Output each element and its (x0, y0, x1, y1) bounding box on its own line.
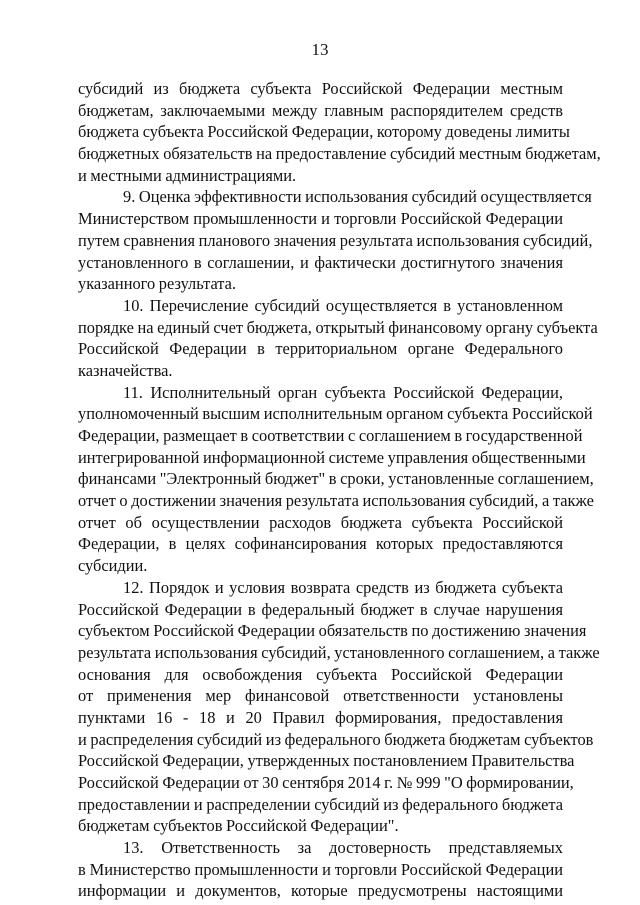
text-line: Российской Федерации в территориальном органе Федерального (78, 339, 563, 359)
text-line: бюджетных обязательств на предоставление субсидий местным бюджетам, (78, 144, 601, 164)
text-line: субсидий из бюджета субъекта Российской Федерации местным (78, 79, 563, 98)
text-line: и распределения субсидий из федерального бюджета бюджетам субъектов (78, 729, 594, 749)
text-line: субъектом Российской Федерации обязательств по достижению значения (78, 621, 587, 641)
text-line: установленного в соглашении, и фактически достигнутого значения (78, 252, 563, 272)
text-line: Российской Федерации, утвержденных постановлением Правительства (78, 751, 575, 771)
text-line: информации и документов, которые предусмотрены настоящими (78, 881, 563, 901)
text-line: бюджетам субъектов Российской Федерации". (78, 816, 399, 836)
text-line: 10. Перечисление субсидий осуществляется в установленном (123, 295, 563, 315)
text-line: 11. Исполнительный орган субъекта Российской Федерации, (123, 382, 563, 402)
text-line: в Министерство промышленности и торговли Российской Федерации (78, 859, 563, 879)
text-line: 13. Ответственность за достоверность представляемых (123, 838, 563, 858)
text-line: предоставлении и распределении субсидий из федерального бюджета (78, 794, 563, 814)
text-line: Министерством промышленности и торговли Российской Федерации (78, 209, 563, 229)
text-line: Федерации, в целях софинансирования которых предоставляются (78, 534, 563, 554)
text-line: отчет о достижении значения результата использования субсидий, а также (78, 491, 594, 511)
text-line: и местными администрациями. (78, 165, 297, 185)
text-line: уполномоченный высшим исполнительным органом субъекта Российской (78, 404, 593, 424)
text-line: указанного результата. (78, 274, 237, 294)
text-line: 9. Оценка эффективности использования субсидий осуществляется (123, 187, 592, 207)
text-line: результата использования субсидий, установленного соглашением, а также (78, 642, 600, 662)
text-line: от применения мер финансовой ответственности установлены (78, 686, 563, 706)
text-line: 12. Порядок и условия возврата средств из бюджета субъекта (123, 577, 563, 597)
page-number: 13 (311, 40, 329, 59)
document-body (78, 78, 601, 902)
text-line: порядке на единый счет бюджета, открытый финансовому органу субъекта (78, 317, 598, 337)
text-line: бюджетам, заключаемыми между главным распорядителем средств (78, 100, 563, 120)
text-line: путем сравнения планового значения результата использования субсидий, (78, 230, 593, 250)
text-line: пунктами 16 - 18 и 20 Правил формирования, предоставления (78, 707, 563, 727)
text-line: финансами "Электронный бюджет" в сроки, установленные соглашением, (78, 469, 594, 489)
text-line: Федерации, размещает в соответствии с соглашением в государственной (78, 426, 583, 445)
text-line: бюджета субъекта Российской Федерации, которому доведены лимиты (78, 122, 570, 142)
text-line: интегрированной информационной системе управления общественными (78, 447, 586, 467)
text-line: субсидии. (78, 556, 148, 576)
text-line: Российской Федерации в федеральный бюджет в случае нарушения (78, 599, 563, 619)
text-line: Российской Федерации от 30 сентября 2014 г. № 999 "О формировании, (78, 773, 574, 792)
text-line: отчет об осуществлении расходов бюджета субъекта Российской (78, 512, 563, 532)
text-line: казначейства. (78, 360, 173, 380)
text-line: основания для освобождения субъекта Российской Федерации (78, 664, 563, 684)
